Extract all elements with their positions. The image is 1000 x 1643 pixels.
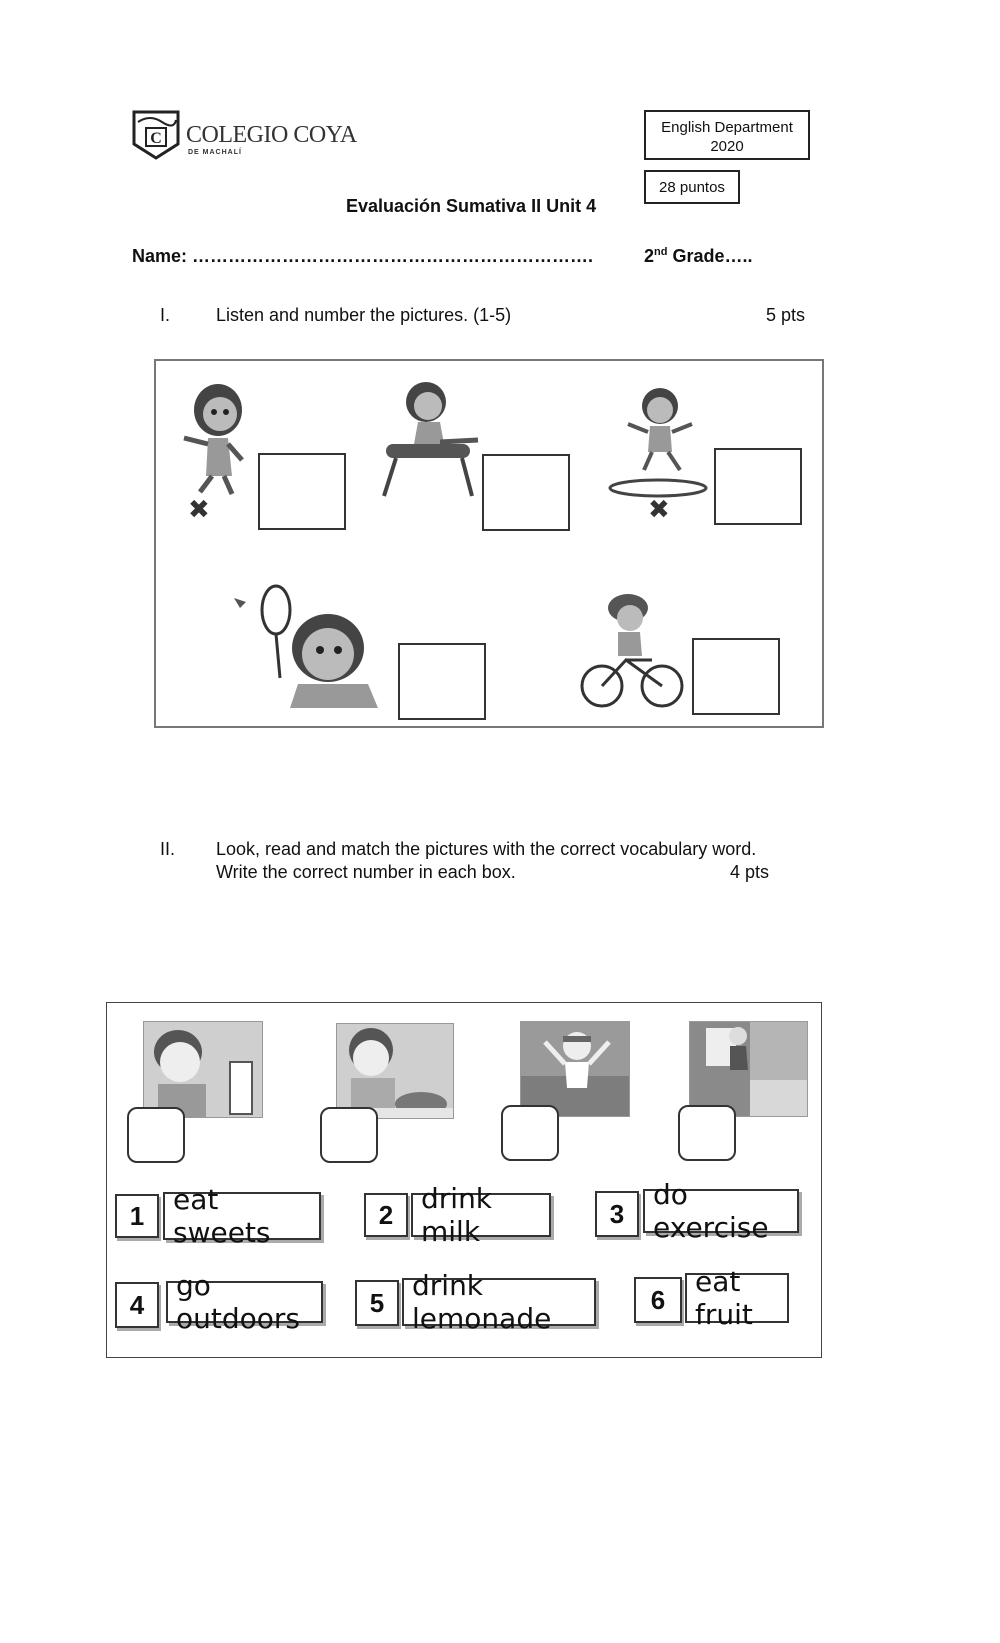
section2-picture-4 [689,1021,808,1117]
school-logo [132,110,180,160]
cross-mark-icon: ✖ [648,494,670,524]
answer-box-4[interactable] [398,643,486,720]
section2-points: 4 pts [730,862,770,882]
svg-text:C: C [150,130,162,147]
girl-badminton-icon [228,584,390,708]
section1-picture-4 [228,584,390,708]
word-label-1: eat sweets [163,1192,321,1240]
section1-picture-2 [378,380,488,500]
word-label-3: do exercise [643,1189,799,1233]
child-exercising-icon [521,1022,629,1116]
school-name: COLEGIO COYA [186,122,357,148]
answer-box-5[interactable] [692,638,780,715]
answer-box-1[interactable] [258,453,346,530]
section2-picture-2 [336,1023,454,1119]
section1-picture-5 [580,590,684,710]
girl-cycling-icon [580,590,684,710]
word-number-6: 6 [634,1277,682,1323]
match-answer-box-2[interactable] [320,1107,378,1163]
section1-instruction: Listen and number the pictures. (1-5) [216,305,512,325]
section1-points: 5 pts [766,305,806,325]
department-box [644,110,810,160]
answer-box-2[interactable] [482,454,570,531]
word-label-6: eat fruit [685,1273,789,1323]
girl-walking-icon [176,380,256,500]
cross-mark-icon: ✖ [188,494,210,524]
section2-picture-1 [143,1021,263,1118]
grade-ordinal: nd [654,246,668,258]
word-label-2: drink milk [411,1193,551,1237]
grade-number: 2 [644,246,655,266]
boy-going-outdoors-icon [690,1022,807,1116]
word-number-5: 5 [355,1280,399,1326]
school-subtitle: DE MACHALÍ [188,149,242,156]
section2-instruction-line2: Write the correct number in each box. [216,862,516,882]
word-label-5: drink lemonade [402,1278,596,1326]
girl-eating-fruit-icon [337,1024,453,1118]
girl-gymnastics-icon [378,380,488,500]
word-label-4: go outdoors [166,1281,323,1323]
match-answer-box-1[interactable] [127,1107,185,1163]
section2-instruction-line1: Look, read and match the pictures with the correct vocabulary word. [216,839,757,859]
points-total-box: 28 puntos [644,170,740,204]
section1-picture-3 [608,386,710,500]
department-name: English Department [661,119,793,136]
answer-box-3[interactable] [714,448,802,525]
word-number-4: 4 [115,1282,159,1328]
word-number-3: 3 [595,1191,639,1237]
boy-drinking-milk-icon [144,1022,262,1117]
match-answer-box-3[interactable] [501,1105,559,1161]
section2-roman: II. [160,839,176,859]
word-number-1: 1 [115,1194,159,1238]
grade-field[interactable] [644,246,753,267]
shield-icon [132,110,180,160]
word-number-2: 2 [364,1193,408,1237]
section2-picture-3 [520,1021,630,1117]
name-field[interactable]: Name: …………………………………………………………. [132,246,594,266]
page-title: Evaluación Sumativa II Unit 4 [346,196,597,216]
section1-picture-1 [176,380,256,500]
department-year: 2020 [710,138,744,155]
girl-trampoline-icon [608,386,710,500]
grade-label: Grade….. [667,246,753,266]
match-answer-box-4[interactable] [678,1105,736,1161]
section1-roman: I. [160,305,171,325]
